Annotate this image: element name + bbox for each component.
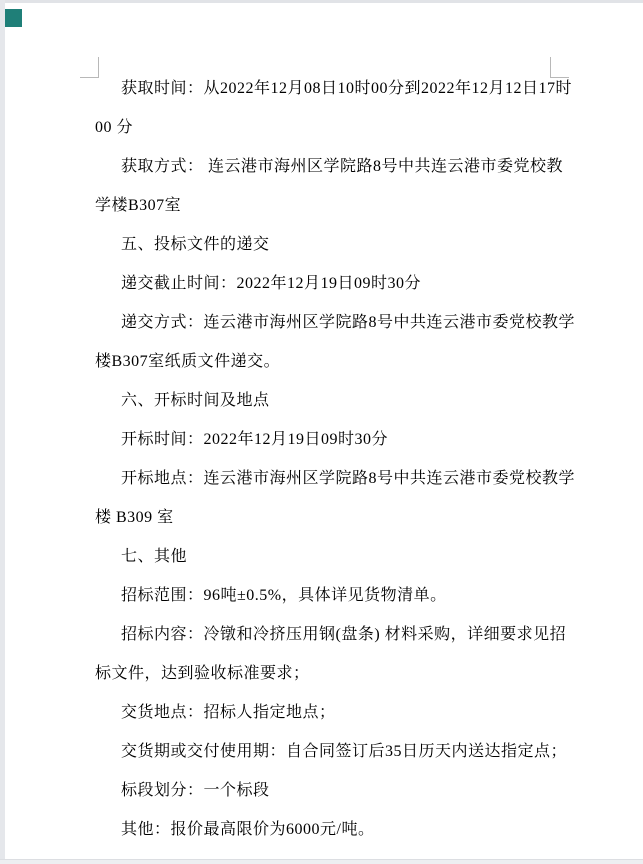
text-line: 楼B307室纸质文件递交。: [95, 353, 281, 370]
text-line: 六、开标时间及地点: [121, 392, 270, 409]
text-line: 交货地点：招标人指定地点；: [121, 704, 336, 721]
window-left-edge: [0, 0, 5, 864]
text-line: 递交截止时间：2022年12月19日09时30分: [121, 275, 422, 292]
text-line: 其他：报价最高限价为6000元/吨。: [121, 821, 375, 838]
text-line: 学楼B307室: [95, 197, 182, 214]
text-line: 00 分: [95, 119, 134, 136]
text-line: 获取时间：从2022年12月08日10时00分到2022年12月12日17时: [121, 80, 573, 97]
text-line: 招标内容：冷镦和冷挤压用钢(盘条) 材料采购，详细要求见招: [121, 626, 567, 643]
window-top-edge: [0, 0, 643, 3]
text-line: 楼 B309 室: [95, 509, 174, 526]
text-line: 招标范围：96吨±0.5%，具体详见货物清单。: [121, 587, 447, 604]
text-line: 标段划分：一个标段: [121, 782, 270, 799]
text-line: 开标地点：连云港市海州区学院路8号中共连云港市委党校教学: [121, 470, 576, 487]
text-line: 开标时间：2022年12月19日09时30分: [121, 431, 389, 448]
text-line: 标文件，达到验收标准要求；: [95, 665, 310, 682]
document-text-body: [95, 69, 576, 849]
text-line: 交货期或交付使用期：自合同签订后35日历天内送达指定点；: [121, 743, 568, 760]
text-line: 获取方式： 连云港市海州区学院路8号中共连云港市委党校教: [121, 158, 564, 175]
text-line: 五、投标文件的递交: [121, 236, 270, 253]
teal-square-marker-icon: [5, 9, 22, 27]
text-line: 递交方式：连云港市海州区学院路8号中共连云港市委党校教学: [121, 314, 576, 331]
window-bottom-edge: [0, 859, 643, 864]
text-line: 七、其他: [121, 548, 188, 565]
